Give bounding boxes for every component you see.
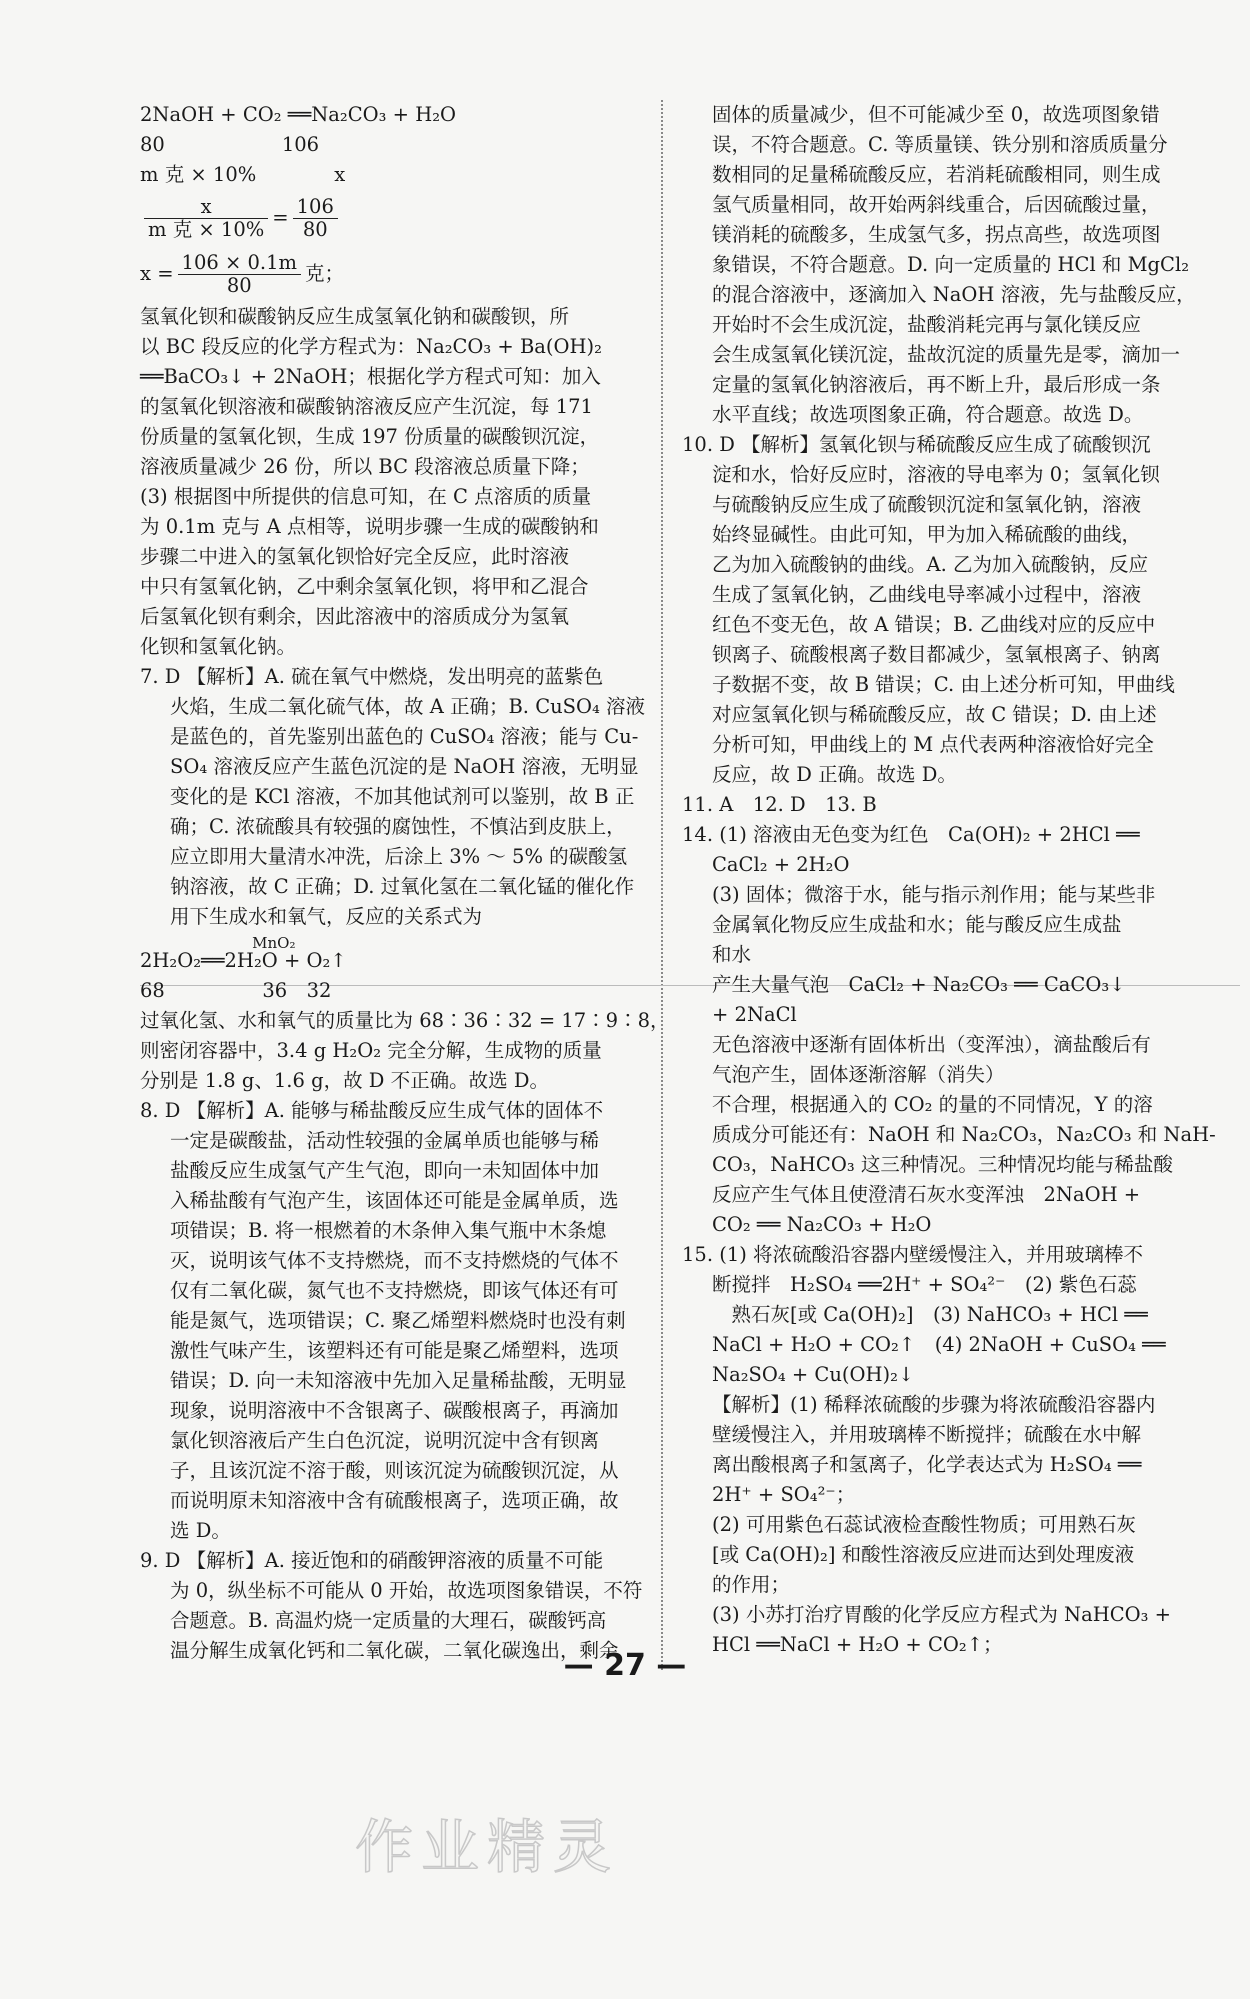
text-line: 合题意。B. 高温灼烧一定质量的大理石，碳酸钙高 xyxy=(170,1609,607,1632)
text-line: 数相同的足量稀硫酸反应，若消耗硫酸相同，则生成 xyxy=(712,163,1161,186)
text-line: 始终显碱性。由此可知，甲为加入稀硫酸的曲线， xyxy=(712,523,1142,546)
text-line: 一定是碳酸盐，活动性较强的金属单质也能够与稀 xyxy=(170,1129,600,1152)
text-line: 开始时不会生成沉淀，盐酸消耗完再与氯化镁反应 xyxy=(712,313,1142,336)
text-line: 乙为加入硫酸钠的曲线。A. 乙为加入硫酸钠，反应 xyxy=(712,553,1148,576)
text-line: 现象，说明溶液中不含银离子、碳酸根离子，再滴加 xyxy=(170,1399,619,1422)
text-line: 2H⁺ + SO₄²⁻； xyxy=(712,1483,856,1506)
text-line: 产生大量气泡 CaCl₂ + Na₂CO₃ ══ CaCO₃↓ xyxy=(712,973,1126,996)
text-line: 氢气质量相同，故开始两斜线重合，后因硫酸过量， xyxy=(712,193,1161,216)
text-line: 溶液质量减少 26 份，所以 BC 段溶液总质量下降； xyxy=(140,455,590,478)
text-line: 红色不变无色，故 A 错误；B. 乙曲线对应的反应中 xyxy=(712,613,1156,636)
text-line: 氯化钡溶液后产生白色沉淀，说明沉淀中含有钡离 xyxy=(170,1429,600,1452)
right-column xyxy=(682,100,1216,1660)
answers-11-13: 11. A 12. D 13. B xyxy=(682,793,877,816)
text-line: 与硫酸钠反应生成了硫酸钡沉淀和氢氧化钠，溶液 xyxy=(712,493,1142,516)
text-line: 反应，故 D 正确。故选 D。 xyxy=(712,763,957,786)
text-line: 用下生成水和氧气，反应的关系式为 xyxy=(170,905,483,928)
catalyst-label: MnO₂ xyxy=(252,934,296,952)
text-line: 变化的是 KCl 溶液，不加其他试剂可以鉴别，故 B 正 xyxy=(170,785,635,808)
text-line: 误，不符合题意。C. 等质量镁、铁分别和溶质质量分 xyxy=(712,133,1168,156)
text-line: 无色溶液中逐渐有固体析出（变浑浊），滴盐酸后有 xyxy=(712,1033,1151,1056)
decomposition-equation: 2H₂O₂ MnO₂ ══2H₂O + O₂↑ xyxy=(140,946,660,976)
text-line: 反应产生气体且使澄清石灰水变浑浊 2NaOH + xyxy=(712,1183,1141,1206)
text-line: CO₂ ══ Na₂CO₃ + H₂O xyxy=(712,1213,932,1236)
ratio-equation: $\frac{x}{\text{m 克 × 10\%}}$ = $\frac{106}{80}$ xyxy=(140,190,660,246)
text-line: 熟石灰[或 Ca(OH)₂] (3) NaHCO₃ + HCl ══ xyxy=(712,1303,1148,1326)
text-line: 中只有氢氧化钠，乙中剩余氢氧化钡，将甲和乙混合 xyxy=(140,575,589,598)
fraction: $\frac{106}{80}$ xyxy=(293,196,338,241)
text-line: 是蓝色的，首先鉴别出蓝色的 CuSO₄ 溶液；能与 Cu- xyxy=(170,725,639,748)
text-line: CaCl₂ + 2H₂O xyxy=(712,853,850,876)
text-line: 以 BC 段反应的化学方程式为：Na₂CO₃ + Ba(OH)₂ xyxy=(140,335,602,358)
text-line: 会生成氢氧化镁沉淀，盐故沉淀的质量先是零，滴加一 xyxy=(712,343,1181,366)
answer-7: 7. D 【解析】A. 硫在氧气中燃烧，发出明亮的蓝紫色 xyxy=(140,665,604,688)
text-line: 80 106 xyxy=(140,133,320,156)
text-line: 的作用； xyxy=(712,1573,791,1596)
text-line: 生成了氢氧化钠，乙曲线电导率减小过程中，溶液 xyxy=(712,583,1142,606)
text-line: 而说明原未知溶液中含有硫酸根离子，选项正确，故 xyxy=(170,1489,619,1512)
text-line: NaCl + H₂O + CO₂↑ (4) 2NaOH + CuSO₄ ══ xyxy=(712,1333,1166,1356)
text-line: 氢氧化钡和碳酸钠反应生成氢氧化钠和碳酸钡，所 xyxy=(140,305,570,328)
fraction: $\frac{x}{\text{m 克 × 10\%}}$ xyxy=(144,196,268,241)
column-divider xyxy=(661,100,663,1670)
text-line: 水平直线；故选项图象正确，符合题意。故选 D。 xyxy=(712,403,1144,426)
text-line: 火焰，生成二氧化硫气体，故 A 正确；B. CuSO₄ 溶液 xyxy=(170,695,646,718)
text-line: 不合理，根据通入的 CO₂ 的量的不同情况，Y 的溶 xyxy=(712,1093,1153,1116)
text-line: (2) 可用紫色石蕊试液检查酸性物质；可用熟石灰 xyxy=(712,1513,1136,1536)
text-line: 为 0，纵坐标不可能从 0 开始，故选项图象错误，不符 xyxy=(170,1579,643,1602)
solve-equation: x = $\frac{106 \times 0.1m}{80}$ 克； xyxy=(140,250,345,297)
text-line: 气泡产生，固体逐渐溶解（消失） xyxy=(712,1063,1005,1086)
text-line: 选 D。 xyxy=(170,1519,231,1542)
answer-14: 14. (1) 溶液由无色变为红色 Ca(OH)₂ + 2HCl ══ xyxy=(682,823,1140,846)
text-line: 步骤二中进入的氢氧化钡恰好完全反应，此时溶液 xyxy=(140,545,570,568)
text-line: 2NaOH + CO₂ ══Na₂CO₃ + H₂O xyxy=(140,103,456,126)
text-line: SO₄ 溶液反应产生蓝色沉淀的是 NaOH 溶液，无明显 xyxy=(170,755,639,778)
text-line: 分析可知，甲曲线上的 M 点代表两种溶液恰好完全 xyxy=(712,733,1154,756)
text-line: 化钡和氢氧化钠。 xyxy=(140,635,297,658)
text-line: 定量的氢氧化钠溶液后，再不断上升，最后形成一条 xyxy=(712,373,1161,396)
page-number: — 27 — xyxy=(563,1648,687,1683)
text-line: 温分解生成氧化钙和二氧化碳，二氧化碳逸出，剩余 xyxy=(170,1639,619,1662)
text-line: 为 0.1m 克与 A 点相等，说明步骤一生成的碳酸钠和 xyxy=(140,515,599,538)
text-line: 后氢氧化钡有剩余，因此溶液中的溶质成分为氢氧 xyxy=(140,605,570,628)
text-line: Na₂SO₄ + Cu(OH)₂↓ xyxy=(712,1363,915,1386)
text-line: ══BaCO₃↓ + 2NaOH；根据化学方程式可知：加入 xyxy=(140,365,601,388)
text-line: 金属氧化物反应生成盐和水；能与酸反应生成盐 xyxy=(712,913,1122,936)
text-line: 壁缓慢注入，并用玻璃棒不断搅拌；硫酸在水中解 xyxy=(712,1423,1142,1446)
answer-8: 8. D 【解析】A. 能够与稀盐酸反应生成气体的固体不 xyxy=(140,1099,604,1122)
text-line: 对应氢氧化钡与稀硫酸反应，故 C 错误；D. 由上述 xyxy=(712,703,1157,726)
text-line: 固体的质量减少，但不可能减少至 0，故选项图象错 xyxy=(712,103,1160,126)
text-line: 68 36 32 xyxy=(140,979,332,1002)
text-line: 盐酸反应生成氢气产生气泡，即向一未知固体中加 xyxy=(170,1159,600,1182)
text-line: 则密闭容器中，3.4 g H₂O₂ 完全分解，生成物的质量 xyxy=(140,1039,602,1062)
text-line: m 克 × 10% x xyxy=(140,163,346,186)
text-line: 过氧化氢、水和氧气的质量比为 68∶36∶32 = 17∶9∶8， xyxy=(140,1009,670,1032)
text-line: 子数据不变，故 B 错误；C. 由上述分析可知，甲曲线 xyxy=(712,673,1175,696)
text-line: [或 Ca(OH)₂] 和酸性溶液反应进而达到处理废液 xyxy=(712,1543,1135,1566)
answer-15: 15. (1) 将浓硫酸沿容器内壁缓慢注入，并用玻璃棒不 xyxy=(682,1243,1144,1266)
text-line: 仅有二氧化碳，氮气也不支持燃烧，即该气体还有可 xyxy=(170,1279,619,1302)
text-line: 淀和水，恰好反应时，溶液的导电率为 0；氢氧化钡 xyxy=(712,463,1160,486)
text-line: 质成分可能还有：NaOH 和 Na₂CO₃，Na₂CO₃ 和 NaH- xyxy=(712,1123,1216,1146)
text-line: 的氢氧化钡溶液和碳酸钠溶液反应产生沉淀，每 171 xyxy=(140,395,593,418)
text-line: 子，且该沉淀不溶于酸，则该沉淀为硫酸钡沉淀，从 xyxy=(170,1459,619,1482)
text-line: 能是氮气，选项错误；C. 聚乙烯塑料燃烧时也没有刺 xyxy=(170,1309,626,1332)
text-line: 镁消耗的硫酸多，生成氢气多，拐点高些，故选项图 xyxy=(712,223,1161,246)
text-line: 钡离子、硫酸根离子数目都减少，氢氧根离子、钠离 xyxy=(712,643,1161,666)
answer-10: 10. D 【解析】氢氧化钡与稀硫酸反应生成了硫酸钡沉 xyxy=(682,433,1151,456)
text-line: (3) 固体；微溶于水，能与指示剂作用；能与某些非 xyxy=(712,883,1156,906)
text-line: 钠溶液，故 C 正确；D. 过氧化氢在二氧化锰的催化作 xyxy=(170,875,635,898)
left-column xyxy=(140,100,670,1666)
text-line: 错误；D. 向一未知溶液中先加入足量稀盐酸，无明显 xyxy=(170,1369,627,1392)
text-line: CO₃，NaHCO₃ 这三种情况。三种情况均能与稀盐酸 xyxy=(712,1153,1173,1176)
text-line: 分别是 1.8 g、1.6 g，故 D 不正确。故选 D。 xyxy=(140,1069,549,1092)
text-line: 灭，说明该气体不支持燃烧，而不支持燃烧的气体不 xyxy=(170,1249,619,1272)
text-line: 入稀盐酸有气泡产生，该固体还可能是金属单质，选 xyxy=(170,1189,619,1212)
text-line: 份质量的氢氧化钡，生成 197 份质量的碳酸钡沉淀， xyxy=(140,425,600,448)
watermark: 作业精灵 xyxy=(355,1813,620,1881)
answer-9: 9. D 【解析】A. 接近饱和的硝酸钾溶液的质量不可能 xyxy=(140,1549,604,1572)
text-line: 激性气味产生，该塑料还有可能是聚乙烯塑料，选项 xyxy=(170,1339,619,1362)
text-line: 确；C. 浓硫酸具有较强的腐蚀性，不慎沾到皮肤上， xyxy=(170,815,626,838)
text-line: 的混合溶液中，逐滴加入 NaOH 溶液，先与盐酸反应， xyxy=(712,283,1196,306)
text-line: 【解析】(1) 稀释浓硫酸的步骤为将浓硫酸沿容器内 xyxy=(712,1393,1156,1416)
text-line: 象错误，不符合题意。D. 向一定质量的 HCl 和 MgCl₂ xyxy=(712,253,1190,276)
text-line: 离出酸根离子和氢离子，化学表达式为 H₂SO₄ ══ xyxy=(712,1453,1142,1476)
text-line: 应立即用大量清水冲洗，后涂上 3% ～ 5% 的碳酸氢 xyxy=(170,845,628,868)
text-line: 断搅拌 H₂SO₄ ══2H⁺ + SO₄²⁻ (2) 紫色石蕊 xyxy=(712,1273,1137,1296)
text-line: + 2NaCl xyxy=(712,1003,797,1026)
text-line: 项错误；B. 将一根燃着的木条伸入集气瓶中木条熄 xyxy=(170,1219,607,1242)
fraction: $\frac{106 \times 0.1m}{80}$ xyxy=(178,252,301,297)
text-line: 和水 xyxy=(712,943,752,966)
text-line: (3) 根据图中所提供的信息可知，在 C 点溶质的质量 xyxy=(140,485,592,508)
text-line: HCl ══NaCl + H₂O + CO₂↑； xyxy=(712,1633,1003,1656)
text-line: (3) 小苏打治疗胃酸的化学反应方程式为 NaHCO₃ + xyxy=(712,1603,1171,1626)
